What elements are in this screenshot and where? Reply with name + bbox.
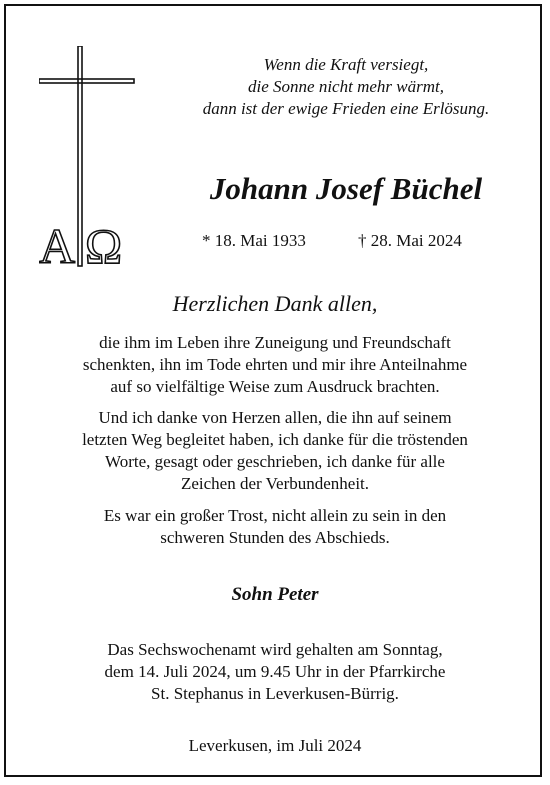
text-line: schenkten, ihn im Tode ehrten und mir ihre Anteilnahme xyxy=(82,355,468,374)
alpha-letter: A xyxy=(39,218,76,274)
signature: Sohn Peter xyxy=(231,584,319,605)
text-line: Und ich danke von Herzen allen, die ihn auf seinem xyxy=(98,408,452,427)
text-line: dem 14. Juli 2024, um 9.45 Uhr in der Pfarrkirche xyxy=(104,662,446,681)
obituary-card xyxy=(4,4,542,777)
thanks-paragraph-1 xyxy=(6,332,542,398)
birth-date: * 18. Mai 1933 xyxy=(202,231,306,250)
thanks-paragraph-2 xyxy=(6,407,542,495)
motto-line: die Sonne nicht mehr wärmt, xyxy=(248,77,444,96)
text-line: Worte, gesagt oder geschrieben, ich danke für alle xyxy=(105,452,445,471)
text-line: schweren Stunden des Abschieds. xyxy=(160,528,390,547)
death-date: † 28. Mai 2024 xyxy=(358,231,462,250)
text-line: Es war ein großer Trost, nicht allein zu sein in den xyxy=(103,506,447,525)
cross-alpha-omega-icon xyxy=(39,46,139,276)
omega-letter: Ω xyxy=(85,218,123,274)
thanks-paragraph-3 xyxy=(6,505,542,549)
thanks-heading: Herzlichen Dank allen, xyxy=(172,291,378,316)
motto-line: dann ist der ewige Frieden eine Erlösung. xyxy=(202,99,490,118)
text-line: auf so vielfältige Weise zum Ausdruck brachten. xyxy=(110,377,440,396)
text-line: St. Stephanus in Leverkusen-Bürrig. xyxy=(151,684,399,703)
text-line: Zeichen der Verbundenheit. xyxy=(180,474,370,493)
text-line: die ihm im Leben ihre Zuneigung und Freundschaft xyxy=(99,333,451,352)
deceased-name: Johann Josef Büchel xyxy=(209,171,483,206)
motto-verse xyxy=(156,54,536,120)
service-announcement xyxy=(6,639,542,705)
text-line: Das Sechswochenamt wird gehalten am Sonntag, xyxy=(107,640,443,659)
text-line: letzten Weg begleitet haben, ich danke für die tröstenden xyxy=(82,430,468,449)
place-date: Leverkusen, im Juli 2024 xyxy=(188,736,362,755)
motto-line: Wenn die Kraft versiegt, xyxy=(263,55,429,74)
